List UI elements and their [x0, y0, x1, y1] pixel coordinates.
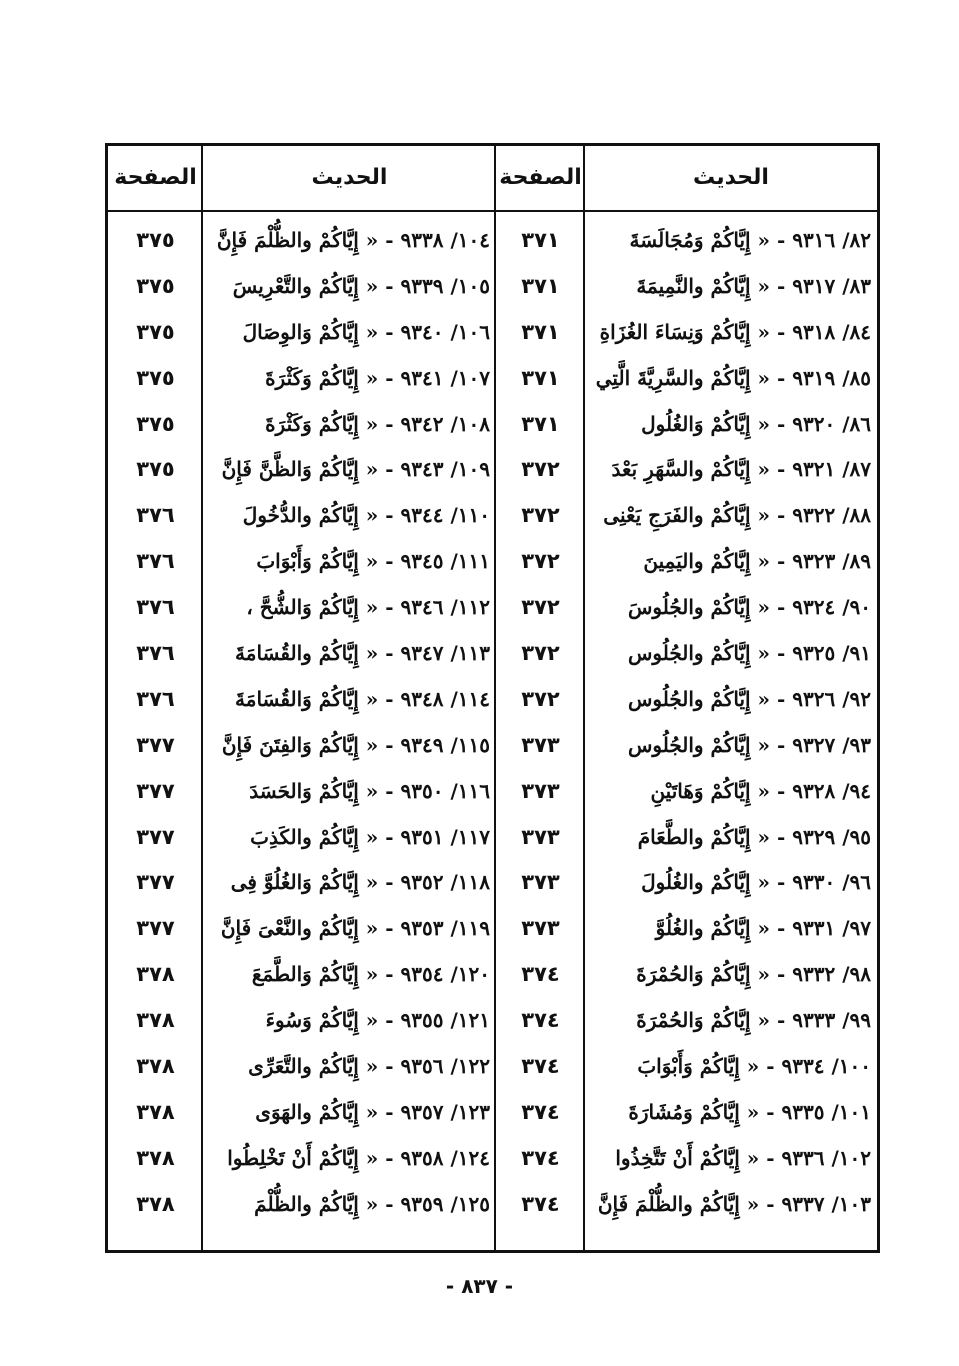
hadith-entry: ٩٩/ ٩٣٣٣ - « إِيَّاكُمْ وَالحُمْرَةَ	[636, 1008, 871, 1033]
hadith-entry: ٩١/ ٩٣٢٥ - « إِيَّاكُمْ والجُلُوس	[627, 641, 871, 666]
page-number-cell: ٣٧٦	[136, 549, 175, 574]
hadith-entry: ١٢٤/ ٩٣٥٨ - « إِيَّاكُمْ أَنْ تَخْلِطُوا	[227, 1145, 490, 1170]
hadith-entry: ١٠٥/ ٩٣٣٩ - « إِيَّاكُمْ والتَّعْرِيسَ	[232, 273, 490, 298]
hadith-header: الحديث	[311, 165, 388, 190]
hadith-entry: ١٠٠/ ٩٣٣٤ - « إِيَّاكُمْ وَأَبْوَابَ	[637, 1054, 871, 1079]
page-number-cell: ٣٧٢	[521, 549, 560, 574]
hadith-index-table	[105, 143, 880, 1253]
hadith-entry: ١١٩/ ٩٣٥٣ - « إِيَّاكُمْ والنَّعْىَ فَإِنَّ	[220, 916, 490, 941]
page-number-cell: ٣٧٨	[136, 1191, 175, 1216]
hadith-entry: ١٠٤/ ٩٣٣٨ - « إِيَّاكُمْ والظُّلْمَ فَإِنَّ	[216, 228, 490, 252]
page-number-cell: ٣٧٦	[136, 641, 175, 666]
left-page-rows	[108, 218, 203, 1228]
hadith-entry: ٩٧/ ٩٣٣١ - « إِيَّاكُمْ والغُلُوَّ	[655, 916, 871, 941]
hadith-entry: ٨٥/ ٩٣١٩ - « إِيَّاكُمْ والسَّرِيَّةَ الَّتِي	[595, 365, 871, 390]
hadith-entry: ١٢٠/ ٩٣٥٤ - « إِيَّاكُمْ وَالطَّمَعَ	[251, 962, 490, 987]
page-number-cell: ٣٧٦	[136, 595, 175, 620]
left-hadith-column	[203, 146, 496, 1250]
page-number-cell: ٣٧١	[521, 365, 560, 390]
hadith-entry: ٨٢/ ٩٣١٦ - « إِيَّاكُمْ وَمُجَالَسَةَ	[629, 228, 871, 252]
hadith-entry: ١١٢/ ٩٣٤٦ - « إِيَّاكُمْ وَالشُّحَّ ،	[246, 595, 490, 620]
page-number-cell: ٣٧٢	[521, 595, 560, 620]
hadith-entry: ١١٥/ ٩٣٤٩ - « إِيَّاكُمْ وَالفِتَنَ فَإِنَّ	[221, 732, 490, 757]
page-number: - ٨٣٧ -	[445, 1274, 514, 1298]
hadith-entry: ٨٦/ ٩٣٢٠ - « إِيَّاكُمْ وَالغُلُول	[641, 411, 871, 436]
page-number-cell: ٣٧٨	[136, 1008, 175, 1033]
page-number-cell: ٣٧٤	[521, 1008, 560, 1033]
page-number-cell: ٣٧٦	[136, 686, 175, 711]
hadith-entry: ٩٤/ ٩٣٢٨ - « إِيَّاكُمْ وَهَاتَيْنِ	[650, 778, 871, 803]
right-hadith-rows	[585, 218, 877, 1228]
page-number-cell: ٣٧٥	[136, 411, 175, 436]
hadith-entry: ٩٦/ ٩٣٣٠ - « إِيَّاكُمْ والغُلُولَ	[641, 870, 871, 895]
hadith-entry: ١١٤/ ٩٣٤٨ - « إِيَّاكُمْ وَالقُسَامَةَ	[235, 686, 490, 711]
page-number-cell: ٣٧٧	[136, 732, 175, 757]
page-number-cell: ٣٧٢	[521, 641, 560, 666]
page-number-cell: ٣٧٤	[521, 1054, 560, 1079]
page-number-cell: ٣٧٥	[136, 365, 175, 390]
page-number-cell: ٣٧٤	[521, 1145, 560, 1170]
hadith-entry: ١٠٦/ ٩٣٤٠ - « إِيَّاكُمْ وَالوِصَالَ	[242, 319, 490, 344]
hadith-entry: ١١٦/ ٩٣٥٠ - « إِيَّاكُمْ وَالحَسَدَ	[249, 778, 490, 803]
page-number-cell: ٣٧١	[521, 228, 560, 252]
hadith-entry: ١٠٧/ ٩٣٤١ - « إِيَّاكُمْ وَكَثْرَةَ	[265, 365, 490, 390]
page-number-cell: ٣٧٥	[136, 273, 175, 298]
page-number-cell: ٣٧٥	[136, 319, 175, 344]
page-number-cell: ٣٧١	[521, 273, 560, 298]
hadith-entry: ٩٥/ ٩٣٢٩ - « إِيَّاكُمْ والطَّعَامَ	[637, 824, 871, 849]
page-number-cell: ٣٧٨	[136, 1054, 175, 1079]
page-number-cell: ٣٧٨	[136, 1145, 175, 1170]
hadith-entry: ٨٨/ ٩٣٢٢ - « إِيَّاكُمْ والفَرَجِ يَعْنِى	[603, 503, 871, 528]
page-number-cell: ٣٧٣	[521, 732, 560, 757]
page-number-cell: ٣٧١	[521, 411, 560, 436]
hadith-entry: ١١٧/ ٩٣٥١ - « إِيَّاكُمْ والكَذِبَ	[250, 824, 490, 849]
hadith-entry: ١٢٢/ ٩٣٥٦ - « إِيَّاكُمْ والتَّعَرِّى	[248, 1054, 490, 1079]
right-hadith-column	[585, 146, 877, 1250]
hadith-entry: ٨٣/ ٩٣١٧ - « إِيَّاكُمْ والنَّمِيمَةَ	[636, 273, 871, 298]
hadith-entry: ١٠١/ ٩٣٣٥ - « إِيَّاكُمْ وَمُشَارَةَ	[628, 1099, 871, 1124]
page-number-cell: ٣٧٧	[136, 870, 175, 895]
page-number-cell: ٣٧٧	[136, 824, 175, 849]
page-number-cell: ٣٧٣	[521, 870, 560, 895]
hadith-entry: ١٢١/ ٩٣٥٥ - « إِيَّاكُمْ وَسُوءَ	[265, 1008, 490, 1033]
page-number-cell: ٣٧٢	[521, 503, 560, 528]
hadith-entry: ٩٢/ ٩٣٢٦ - « إِيَّاكُمْ والجُلُوس	[627, 686, 871, 711]
page-number-cell: ٣٧٧	[136, 778, 175, 803]
hadith-entry: ٩٠/ ٩٣٢٤ - « إِيَّاكُمْ والجُلُوسَ	[627, 595, 871, 620]
right-page-rows	[496, 218, 585, 1228]
page-number-cell: ٣٧٥	[136, 457, 175, 482]
page-number-cell: ٣٧٤	[521, 1099, 560, 1124]
left-page-column	[108, 146, 203, 1250]
page-header: الصفحة	[114, 165, 197, 190]
hadith-entry: ٩٨/ ٩٣٣٢ - « إِيَّاكُمْ وَالحُمْرَةَ	[636, 962, 871, 987]
page-header: الصفحة	[499, 165, 582, 190]
page-number-cell: ٣٧٥	[136, 228, 175, 252]
hadith-entry: ١٠٨/ ٩٣٤٢ - « إِيَّاكُمْ وَكَثْرَةَ	[265, 411, 490, 436]
hadith-entry: ١١١/ ٩٣٤٥ - « إِيَّاكُمْ وَأَبْوَابَ	[256, 549, 490, 574]
page-number-cell: ٣٧١	[521, 319, 560, 344]
hadith-entry: ١٠٩/ ٩٣٤٣ - « إِيَّاكُمْ وَالظَّنَّ فَإِنَّ	[221, 457, 490, 482]
hadith-entry: ١١٣/ ٩٣٤٧ - « إِيَّاكُمْ والقُسَامَةَ	[235, 641, 490, 666]
hadith-entry: ٩٣/ ٩٣٢٧ - « إِيَّاكُمْ والجُلُوس	[627, 732, 871, 757]
page-number-cell: ٣٧٦	[136, 503, 175, 528]
page-number-cell: ٣٧٨	[136, 962, 175, 987]
page-number-cell: ٣٧٢	[521, 457, 560, 482]
hadith-header: الحديث	[693, 165, 769, 190]
hadith-entry: ١٠٣/ ٩٣٣٧ - « إِيَّاكُمْ والظُّلْمَ فَإِنَّ	[597, 1191, 871, 1216]
hadith-entry: ١٢٣/ ٩٣٥٧ - « إِيَّاكُمْ والهَوَى	[255, 1099, 490, 1124]
hadith-entry: ١١٨/ ٩٣٥٢ - « إِيَّاكُمْ وَالغُلُوَّ فِى	[230, 870, 490, 895]
page-number-cell: ٣٧٣	[521, 824, 560, 849]
hadith-entry: ١١٠/ ٩٣٤٤ - « إِيَّاكُمْ والدُّخُولَ	[242, 503, 490, 528]
page-number-cell: ٣٧٤	[521, 962, 560, 987]
hadith-entry: ٨٧/ ٩٣٢١ - « إِيَّاكُمْ والسَّهَرِ بَعْدَ	[611, 457, 871, 482]
page-number-cell: ٣٧٣	[521, 916, 560, 941]
page-number-cell: ٣٧٢	[521, 686, 560, 711]
page-number-cell: ٣٧٣	[521, 778, 560, 803]
page-number-cell: ٣٧٨	[136, 1099, 175, 1124]
page-number-cell: ٣٧٤	[521, 1191, 560, 1216]
hadith-entry: ١٠٢/ ٩٣٣٦ - « إِيَّاكُمْ أَنْ تَتَّخِذُوا	[615, 1145, 871, 1170]
hadith-entry: ٨٤/ ٩٣١٨ - « إِيَّاكُمْ وَنِسَاءَ الغُزَاةِ	[599, 319, 871, 344]
hadith-entry: ٨٩/ ٩٣٢٣ - « إِيَّاكُمْ واليَمِينَ	[643, 549, 871, 574]
hadith-entry: ١٢٥/ ٩٣٥٩ - « إِيَّاكُمْ والظُّلْمَ	[254, 1191, 490, 1216]
page-number-cell: ٣٧٧	[136, 916, 175, 941]
right-page-column	[496, 146, 585, 1250]
left-hadith-rows	[203, 218, 496, 1228]
